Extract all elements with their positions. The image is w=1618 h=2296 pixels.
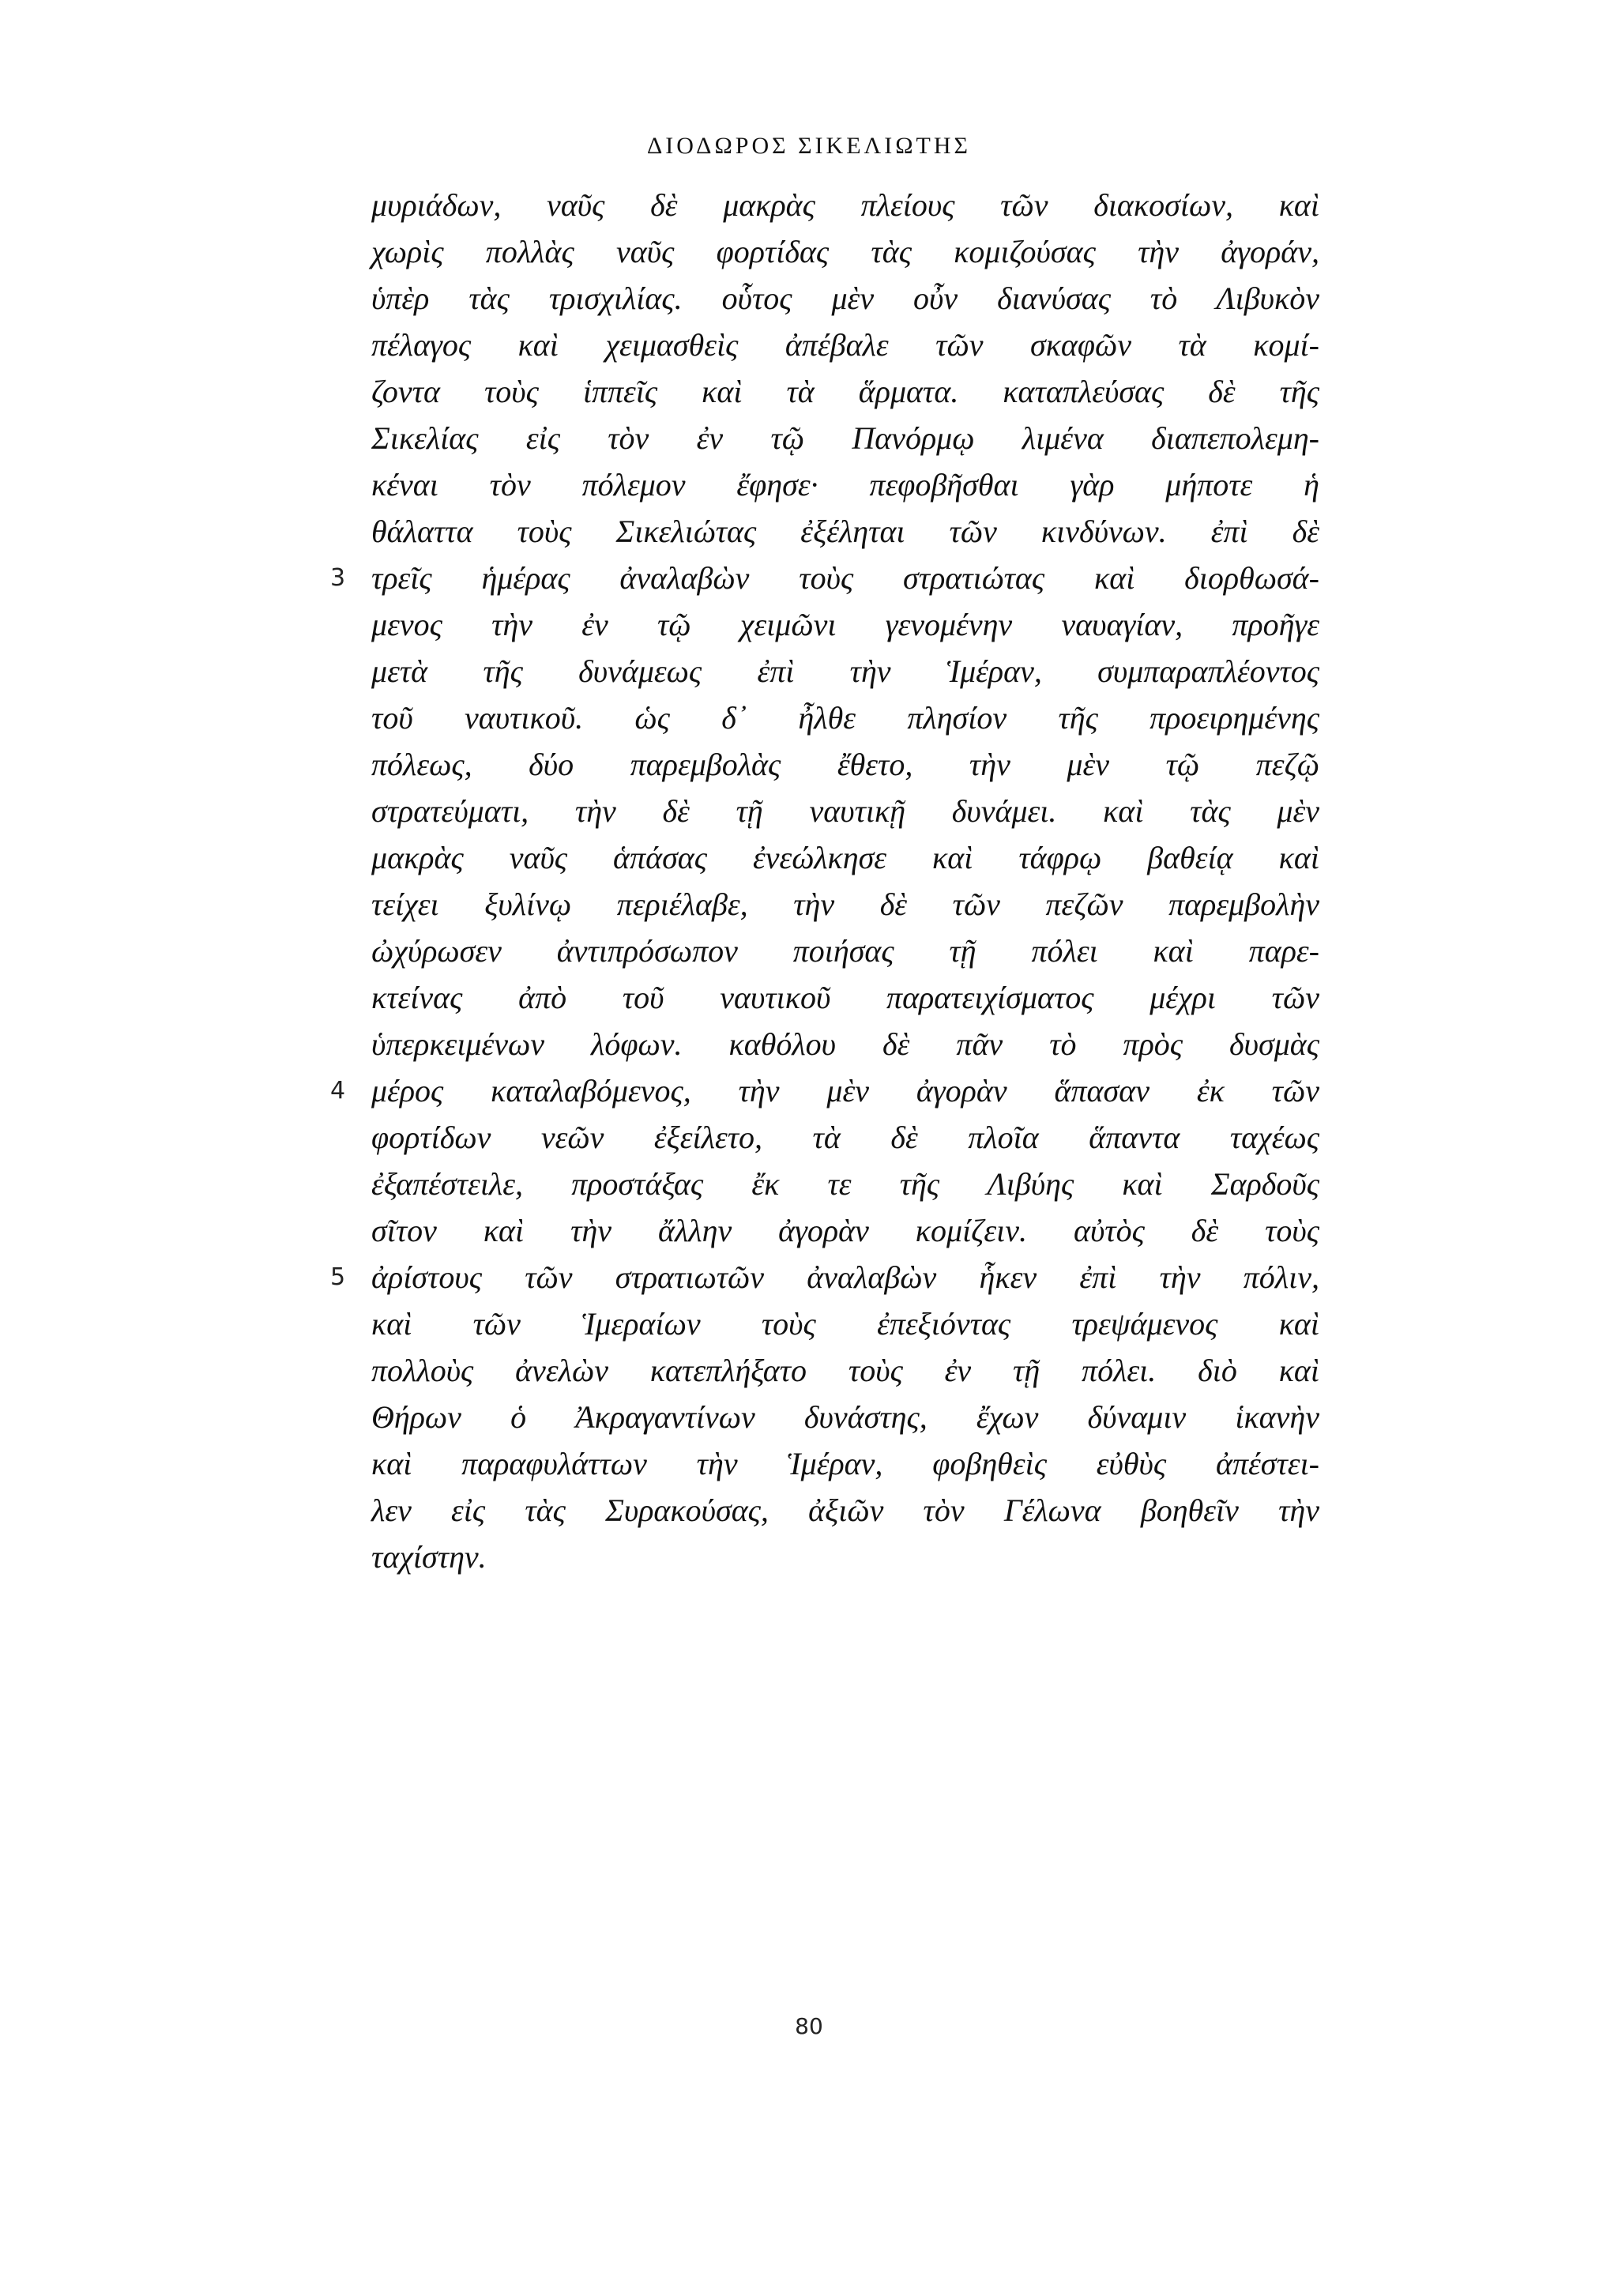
line-text: κέναι τὸν πόλεμον ἔφησε· πεφοβῆσθαι γὰρ μήποτε ἡ <box>371 467 1319 502</box>
line-text: στρατεύματι, τὴν δὲ τῇ ναυτικῇ δυνάμει. καὶ τὰς μὲν <box>371 793 1319 829</box>
line-text: τοῦ ναυτικοῦ. ὡς δ᾽ ἦλθε πλησίον τῆς προειρημένης <box>371 700 1319 736</box>
line-text: λεν εἰς τὰς Συρακούσας, ἀξιῶν τὸν Γέλωνα βοηθεῖν τὴν <box>371 1492 1319 1528</box>
line-text: ἐξαπέστειλε, προστάξας ἔκ τε τῆς Λιβύης καὶ Σαρδοῦς <box>371 1166 1319 1202</box>
line-text: θάλαττα τοὺς Σικελιώτας ἐξέληται τῶν κινδύνων. ἐπὶ δὲ <box>371 514 1319 549</box>
line-text: Θήρων ὁ Ἀκραγαντίνων δυνάστης, ἔχων δύναμιν ἱκανὴν <box>371 1399 1319 1435</box>
text-line <box>371 928 1319 974</box>
line-text: χωρὶς πολλὰς ναῦς φορτίδας τὰς κομιζούσας τὴν ἀγοράν, <box>371 234 1319 269</box>
text-line <box>371 1161 1319 1207</box>
line-text: ζοντα τοὺς ἱππεῖς καὶ τὰ ἅρματα. καταπλεύσας δὲ τῆς <box>371 374 1319 409</box>
line-text: ἀρίστους τῶν στρατιωτῶν ἀναλαβὼν ἧκεν ἐπὶ τὴν πόλιν, <box>371 1259 1319 1295</box>
text-line <box>371 974 1319 1021</box>
text-line <box>371 368 1319 415</box>
line-text: φορτίδων νεῶν ἐξείλετο, τὰ δὲ πλοῖα ἅπαντα ταχέως <box>371 1120 1319 1155</box>
line-text: μενος τὴν ἐν τῷ χειμῶνι γενομένην ναυαγίαν, προῆγε <box>371 607 1319 642</box>
text-line <box>371 1207 1319 1254</box>
text-line <box>371 1347 1319 1394</box>
text-line <box>371 1487 1319 1534</box>
text-line <box>371 461 1319 508</box>
section-number: 4 <box>330 1077 346 1105</box>
line-text: κτείνας ἀπὸ τοῦ ναυτικοῦ παρατειχίσματος μέχρι τῶν <box>371 980 1319 1015</box>
line-text: Σικελίας εἰς τὸν ἐν τῷ Πανόρμῳ λιμένα διαπεπολεμη- <box>371 420 1319 456</box>
text-line <box>371 508 1319 555</box>
line-text: μέρος καταλαβόμενος, τὴν μὲν ἀγορὰν ἅπασαν ἐκ τῶν <box>371 1073 1319 1108</box>
text-line <box>371 1394 1319 1440</box>
line-text: σῖτον καὶ τὴν ἄλλην ἀγορὰν κομίζειν. αὐτὸς δὲ τοὺς <box>371 1213 1319 1248</box>
text-line <box>371 694 1319 741</box>
section-number: 5 <box>330 1263 346 1291</box>
line-text: μακρὰς ναῦς ἁπάσας ἐνεώλκησε καὶ τάφρῳ βαθείᾳ καὶ <box>371 840 1319 875</box>
line-text: καὶ παραφυλάττων τὴν Ἱμέραν, φοβηθεὶς εὐθὺς ἀπέστει- <box>371 1446 1319 1481</box>
line-text: πολλοὺς ἀνελὼν κατεπλήξατο τοὺς ἐν τῇ πόλει. διὸ καὶ <box>371 1353 1319 1388</box>
line-text: ταχίστην. <box>371 1539 487 1575</box>
text-line <box>371 228 1319 275</box>
text-line <box>371 741 1319 788</box>
text-line <box>330 1254 1319 1300</box>
text-line <box>330 555 1319 601</box>
line-text: τρεῖς ἡμέρας ἀναλαβὼν τοὺς στρατιώτας καὶ διορθωσά- <box>371 560 1319 596</box>
line-text: ὑπερκειμένων λόφων. καθόλου δὲ πᾶν τὸ πρὸς δυσμὰς <box>371 1026 1319 1062</box>
text-line <box>371 1440 1319 1487</box>
running-head: ΔΙΟΔΩΡΟΣ ΣΙΚΕΛΙΩΤΗΣ <box>646 133 972 159</box>
line-text: μετὰ τῆς δυνάμεως ἐπὶ τὴν Ἱμέραν, συμπαραπλέοντος <box>371 653 1319 689</box>
text-line <box>371 601 1319 648</box>
line-text: πόλεως, δύο παρεμβολὰς ἔθετο, τὴν μὲν τῷ πεζῷ <box>371 747 1319 782</box>
page-number: 80 <box>795 2013 823 2039</box>
section-number: 3 <box>330 564 346 592</box>
text-line <box>371 648 1319 694</box>
text-line <box>371 834 1319 881</box>
line-text: μυριάδων, ναῦς δὲ μακρὰς πλείους τῶν διακοσίων, καὶ <box>371 187 1319 223</box>
text-line <box>371 788 1319 834</box>
line-text: ὠχύρωσεν ἀντιπρόσωπον ποιήσας τῇ πόλει καὶ παρε- <box>371 933 1319 969</box>
body-text <box>330 182 1319 1580</box>
text-line <box>371 1021 1319 1067</box>
text-line <box>371 275 1319 322</box>
line-text: πέλαγος καὶ χειμασθεὶς ἀπέβαλε τῶν σκαφῶν τὰ κομί- <box>371 327 1319 363</box>
text-line <box>371 881 1319 928</box>
line-text: τείχει ξυλίνῳ περιέλαβε, τὴν δὲ τῶν πεζῶν παρεμβολὴν <box>371 886 1319 922</box>
text-line <box>371 1300 1319 1347</box>
text-line <box>371 1114 1319 1161</box>
text-line <box>371 182 1319 228</box>
text-line <box>371 322 1319 368</box>
text-line <box>330 1067 1319 1114</box>
line-text: ὑπὲρ τὰς τρισχιλίας. οὗτος μὲν οὖν διανύσας τὸ Λιβυκὸν <box>371 280 1319 316</box>
text-line <box>371 415 1319 461</box>
text-line <box>371 1534 1319 1580</box>
line-text: καὶ τῶν Ἱμεραίων τοὺς ἐπεξιόντας τρεψάμενος καὶ <box>371 1306 1319 1342</box>
